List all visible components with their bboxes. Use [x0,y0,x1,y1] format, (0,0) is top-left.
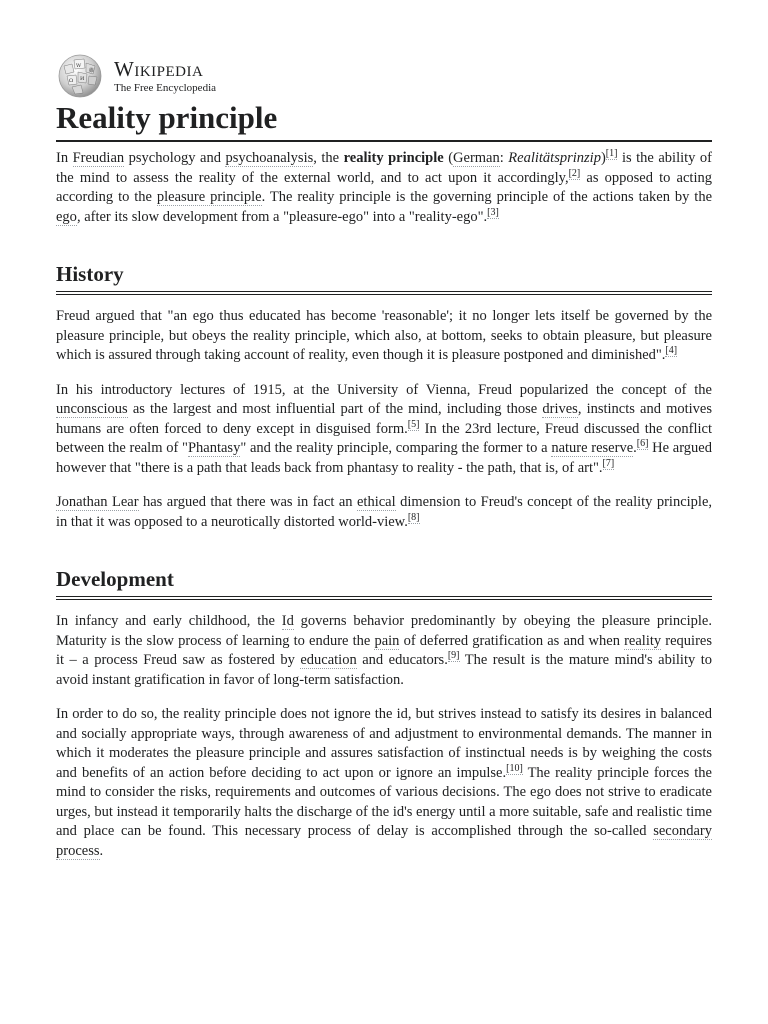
citation-6[interactable]: [6] [636,438,649,450]
article-page [56,54,712,861]
citation-10[interactable]: [10] [506,762,523,774]
svg-text:維: 維 [89,68,95,74]
heading-development: Development [56,566,712,600]
development-paragraph-1: In infancy and early childhood, the Id governs behavior predominantly by obeying the pleasure principle. Maturity is the slow process of learning to endure the pain of deferred gratification as and when reality requires it – a process Freud saw as fostered by education and educators.[9] The result is the mature mind's ability to avoid instant gratification in favor of long-term satisfaction. [56,613,712,688]
heading-history: History [56,261,712,295]
history-paragraph-3: Jonathan Lear has argued that there was in fact an ethical dimension to Freud's concept of the reality principle, in that it was opposed to a neurotically distorted world-view.[8] [56,494,713,530]
svg-text:W: W [76,63,82,69]
wikipedia-globe-icon [56,54,104,98]
development-paragraph-2: In order to do so, the reality principle does not ignore the id, but strives instead to satisfy its desires in balanced and socially appropriate ways, through awareness of and adjustment to environmental demands. The manner in which it moderates the pleasure principle and assures satisfaction of instinctual needs is by weighing the costs and benefits of an action before deciding to act upon or ignore an impulse.[10] The reality principle forces the mind to consider the risks, requirements and outcomes of various decisions. The ego does not strive to eradicate urges, but instead it temporarily halts the discharge of the id's energy until a more suitable, safe and realistic time and place can be found. This necessary process of delay is accomplished through the so-called secondary process. [56,706,712,859]
link-jonathan-lear[interactable]: Jonathan Lear [56,494,139,510]
link-drives[interactable]: drives [542,401,578,417]
citation-9[interactable]: [9] [447,650,460,662]
intro-paragraph: In Freudian psychology and psychoanalysis, the reality principle (German: Realitätsprinzip)[1] is the ability of the mind to assess the reality of the external world, and to act upon it accordingly,[2] as opposed to acting according to the pleasure principle. The reality principle is the governing principle of the actions taken by the ego, after its slow development from a "pleasure-ego" into a "reality-ego".[3] [56,148,713,225]
citation-5[interactable]: [5] [407,418,420,430]
link-pain[interactable]: pain [374,632,400,649]
link-pleasure-principle[interactable]: pleasure principle [156,189,262,205]
citation-3[interactable]: [3] [487,206,499,218]
link-freudian[interactable]: Freudian [72,150,125,166]
citation-1[interactable]: [1] [605,148,618,160]
link-ego[interactable]: ego [56,208,77,225]
link-id[interactable]: Id [281,613,294,629]
link-education[interactable]: education [300,652,357,668]
wikipedia-logo[interactable] [56,54,712,98]
link-phantasy[interactable]: Phantasy [187,440,241,456]
link-nature-reserve[interactable]: nature reserve [551,440,634,456]
history-paragraph-2: In his introductory lectures of 1915, at the University of Vienna, Freud popularized the concept of the unconscious as the largest and most influential part of the mind, including those drives, instincts and motives humans are often forced to deny except in disguised form.[5] In the 23rd lecture, Freud discussed the conflict between the realm of "Phantasy" and the reality principle, comparing the former to a nature reserve.[6] He argued however that "there is a path that leads back from phantasy to reality - the path, that is, of art".[7] [56,381,712,476]
link-secondary-process[interactable]: secondary process [56,823,712,859]
wordmark-name: Wikipedia [114,56,204,81]
svg-text:И: И [80,76,85,82]
citation-2[interactable]: [2] [568,167,581,179]
link-psychoanalysis[interactable]: psychoanalysis [225,150,314,166]
link-german[interactable]: German [453,150,500,166]
citation-4[interactable]: [4] [665,345,678,357]
svg-text:Ω: Ω [69,78,74,84]
page-title: Reality principle [56,100,712,142]
link-ethical[interactable]: ethical [356,494,396,510]
wordmark-tagline: The Free Encyclopedia [114,81,217,94]
citation-7[interactable]: [7] [602,457,615,469]
citation-8[interactable]: [8] [407,511,420,523]
link-reality[interactable]: reality [624,632,662,649]
link-unconscious[interactable]: unconscious [56,401,128,417]
history-paragraph-1: Freud argued that "an ego thus educated has become 'reasonable'; it no longer lets itself be governed by the pleasure principle, but obeys the reality principle, which also, at bottom, seeks to obtain pleasure, but pleasure which is assured through taking account of reality, even though it is pleasure postponed and diminished".[4] [56,308,712,363]
